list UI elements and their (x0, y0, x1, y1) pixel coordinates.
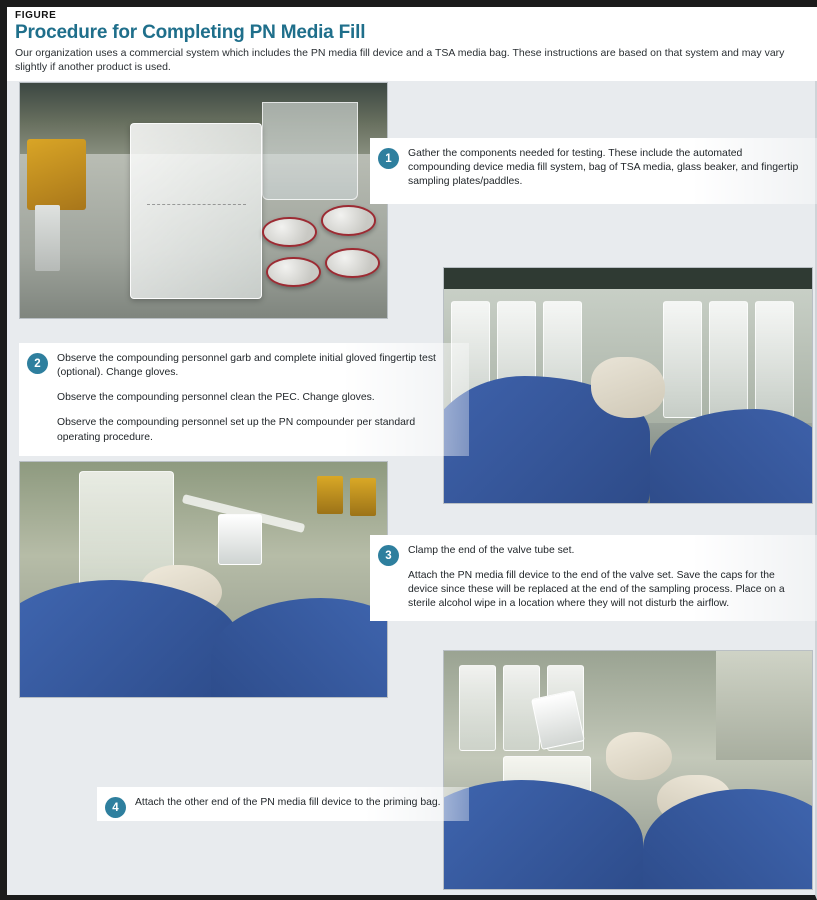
photo-step-3 (19, 461, 388, 698)
step-4-paragraph-1: Attach the other end of the PN media fill device to the priming bag. (135, 797, 441, 808)
photo-step-2 (443, 267, 813, 504)
step-callout-2 (19, 343, 469, 456)
step-text-1 (408, 147, 807, 189)
step-callout-4 (97, 787, 469, 821)
step-callout-1 (370, 138, 817, 204)
step-callout-3 (370, 535, 817, 621)
step-number-badge: 4 (105, 797, 126, 818)
figure-header (7, 7, 817, 81)
figure-subtitle: Our organization uses a commercial system which includes the PN media fill device and a TSA media bag. These instructions are based on that system and may vary slightly if another product is used. (15, 47, 785, 73)
step-number-badge: 3 (378, 545, 399, 566)
step-number-badge: 1 (378, 148, 399, 169)
figure-kicker: FIGURE (15, 10, 57, 21)
step-1-paragraph-1: Gather the components needed for testing. These include the automated compounding device media fill system, bag of TSA media, glass beaker, and fingertip sampling plates/paddles. (408, 148, 799, 188)
photo-step-1 (19, 82, 388, 319)
page-title: Procedure for Completing PN Media Fill (15, 22, 366, 43)
step-2-paragraph-3: Observe the compounding personnel set up the PN compounder per standard operating procedure. (57, 417, 416, 443)
step-2-paragraph-2: Observe the compounding personnel clean the PEC. Change gloves. (57, 392, 375, 404)
top-rule (7, 0, 817, 7)
step-text-3 (408, 544, 807, 612)
photo-step-4 (443, 650, 813, 890)
step-3-paragraph-2: Attach the PN media fill device to the end of the valve set. Save the caps for the device since these will be replaced at the end of the sampling process. Place on a sterile alcohol wipe in a location where they will not disturb the airflow. (408, 570, 785, 610)
step-text-2 (57, 352, 459, 445)
step-text-4 (135, 796, 459, 810)
step-2-paragraph-1: Observe the compounding personnel garb and complete initial gloved fingertip test (optional). Change gloves. (57, 353, 436, 379)
step-3-paragraph-1: Clamp the end of the valve tube set. (408, 545, 575, 556)
step-number-badge: 2 (27, 353, 48, 374)
